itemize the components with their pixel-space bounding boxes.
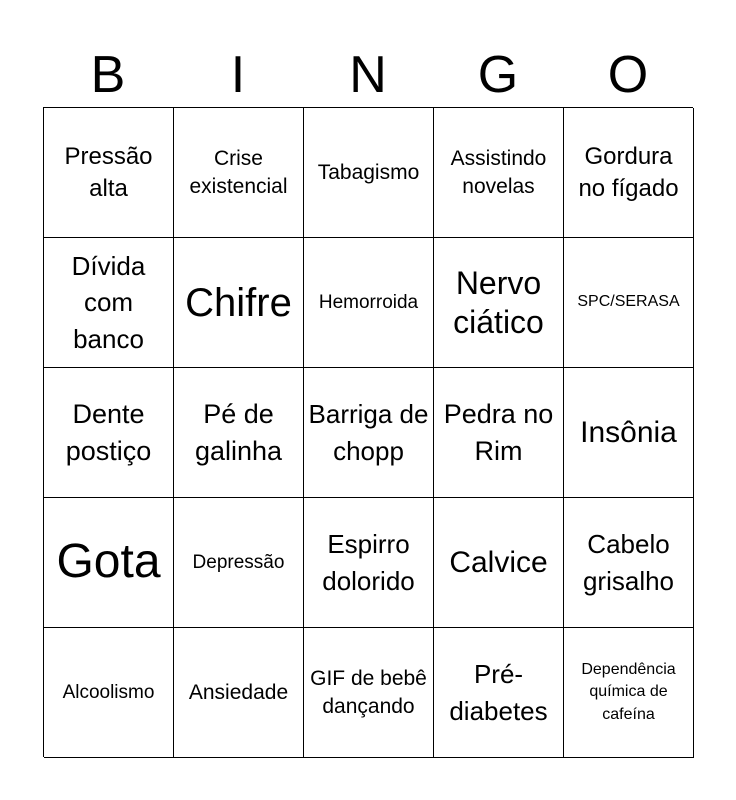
header-letter-o: O — [607, 46, 649, 104]
header-letter-b: B — [90, 46, 126, 104]
bingo-header — [43, 42, 693, 108]
header-letter-i: I — [230, 46, 246, 104]
bingo-cell[interactable]: SPC/SERASA — [564, 238, 694, 368]
bingo-cell[interactable]: Pedra no Rim — [434, 368, 564, 498]
bingo-cell[interactable]: Insônia — [564, 368, 694, 498]
bingo-cell[interactable]: GIF de bebê dançando — [304, 628, 434, 758]
bingo-cell[interactable]: Crise existencial — [174, 108, 304, 238]
bingo-cell[interactable]: Dívida com banco — [44, 238, 174, 368]
bingo-cell[interactable]: Nervo ciático — [434, 238, 564, 368]
header-letter-n: N — [349, 46, 387, 104]
bingo-cell[interactable]: Calvice — [434, 498, 564, 628]
bingo-cell[interactable]: Espirro dolorido — [304, 498, 434, 628]
bingo-board — [43, 107, 693, 757]
bingo-cell[interactable]: Pé de galinha — [174, 368, 304, 498]
bingo-cell[interactable]: Assistindo novelas — [434, 108, 564, 238]
bingo-cell[interactable]: Gordura no fígado — [564, 108, 694, 238]
bingo-cell[interactable]: Tabagismo — [304, 108, 434, 238]
bingo-cell[interactable]: Chifre — [174, 238, 304, 368]
bingo-cell[interactable]: Pré-diabetes — [434, 628, 564, 758]
bingo-cell[interactable]: Ansiedade — [174, 628, 304, 758]
bingo-cell[interactable]: Dente postiço — [44, 368, 174, 498]
header-letter-g: G — [477, 46, 519, 104]
bingo-cell[interactable]: Pressão alta — [44, 108, 174, 238]
bingo-cell[interactable]: Dependência química de cafeína — [564, 628, 694, 758]
bingo-cell[interactable]: Depressão — [174, 498, 304, 628]
bingo-cell[interactable]: Cabelo grisalho — [564, 498, 694, 628]
bingo-cell[interactable]: Barriga de chopp — [304, 368, 434, 498]
bingo-cell[interactable]: Gota — [44, 498, 174, 628]
bingo-cell[interactable]: Hemorroida — [304, 238, 434, 368]
bingo-cell[interactable]: Alcoolismo — [44, 628, 174, 758]
